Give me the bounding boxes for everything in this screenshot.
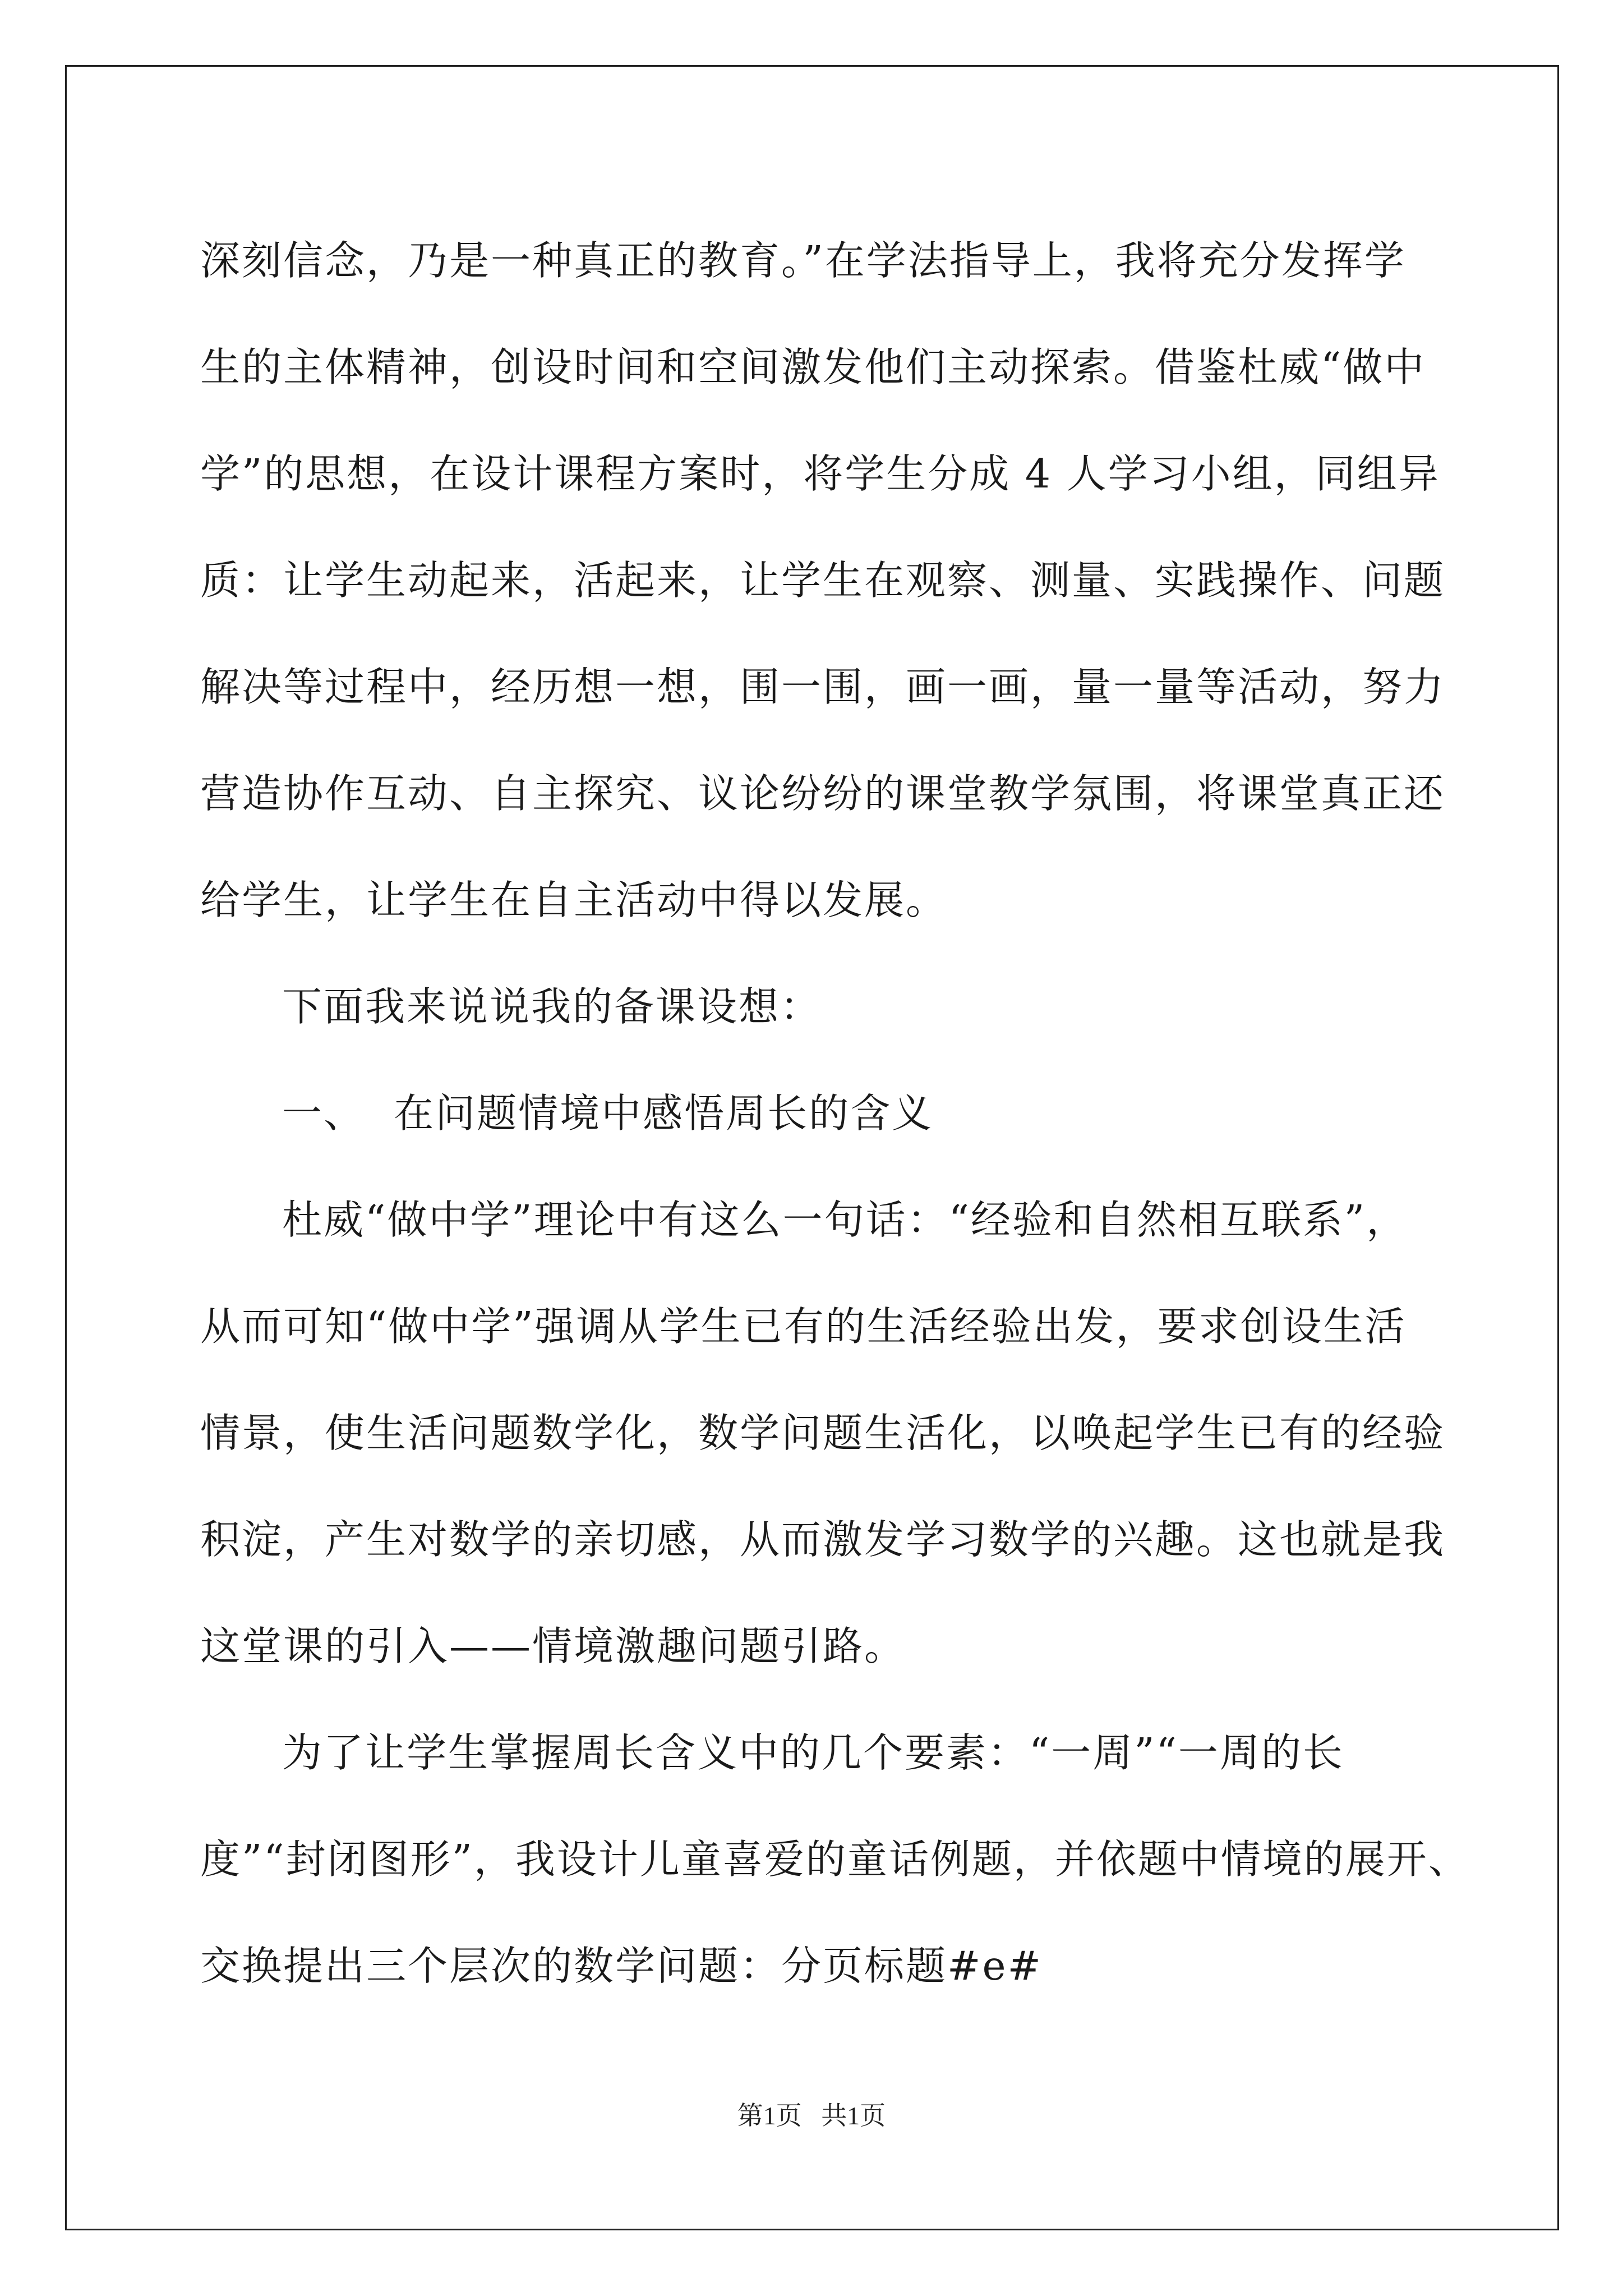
text-line: 解决等过程中，经历想一想，围一围，画一画，量一量等活动，努力: [200, 664, 1446, 710]
text-line: 从而可知“做中学”强调从学生已有的生活经验出发，要求创设生活: [200, 1303, 1407, 1350]
text-line: 为了让学生掌握周长含义中的几个要素：“一周”“一周的长: [282, 1729, 1344, 1776]
text-line: 下面我来说说我的备课设想：: [282, 983, 822, 1030]
text-line: 深刻信念，乃是一种真正的教育。”在学法指导上，我将充分发挥学: [200, 237, 1406, 284]
document-body: [200, 208, 1470, 2019]
text-line: 营造协作互动、自主探究、议论纷纷的课堂教学氛围，将课堂真正还: [200, 770, 1446, 817]
text-line: 生的主体精神，创设时间和空间激发他们主动探索。借鉴杜威“做中: [200, 344, 1426, 390]
text-line: 杜威“做中学”理论中有这么一句话：“经验和自然相互联系”，: [282, 1197, 1408, 1243]
text-line: 度”“封闭图形”，我设计儿童喜爱的童话例题，并依题中情境的展开、: [200, 1836, 1470, 1883]
section-heading: 一、 在问题情境中感悟周长的含义: [282, 1090, 934, 1137]
page-number: 第1页 共1页: [737, 2101, 886, 2130]
text-line: 学”的思想，在设计课程方案时，将学生分成 4 人学习小组，同组异: [200, 450, 1440, 497]
text-line: 情景，使生活问题数学化，数学问题生活化，以唤起学生已有的经验: [200, 1410, 1446, 1456]
text-line: 积淀，产生对数学的亲切感，从而激发学习数学的兴趣。这也就是我: [200, 1516, 1446, 1563]
text-line: 交换提出三个层次的数学问题：分页标题#e#: [200, 1943, 1043, 1989]
text-line: 给学生，让学生在自主活动中得以发展。: [200, 877, 948, 923]
page-footer: [0, 2095, 1623, 2132]
text-line: 质：让学生动起来，活起来，让学生在观察、测量、实践操作、问题: [200, 557, 1446, 604]
text-line: 这堂课的引入——情境激趣问题引路。: [200, 1623, 906, 1669]
